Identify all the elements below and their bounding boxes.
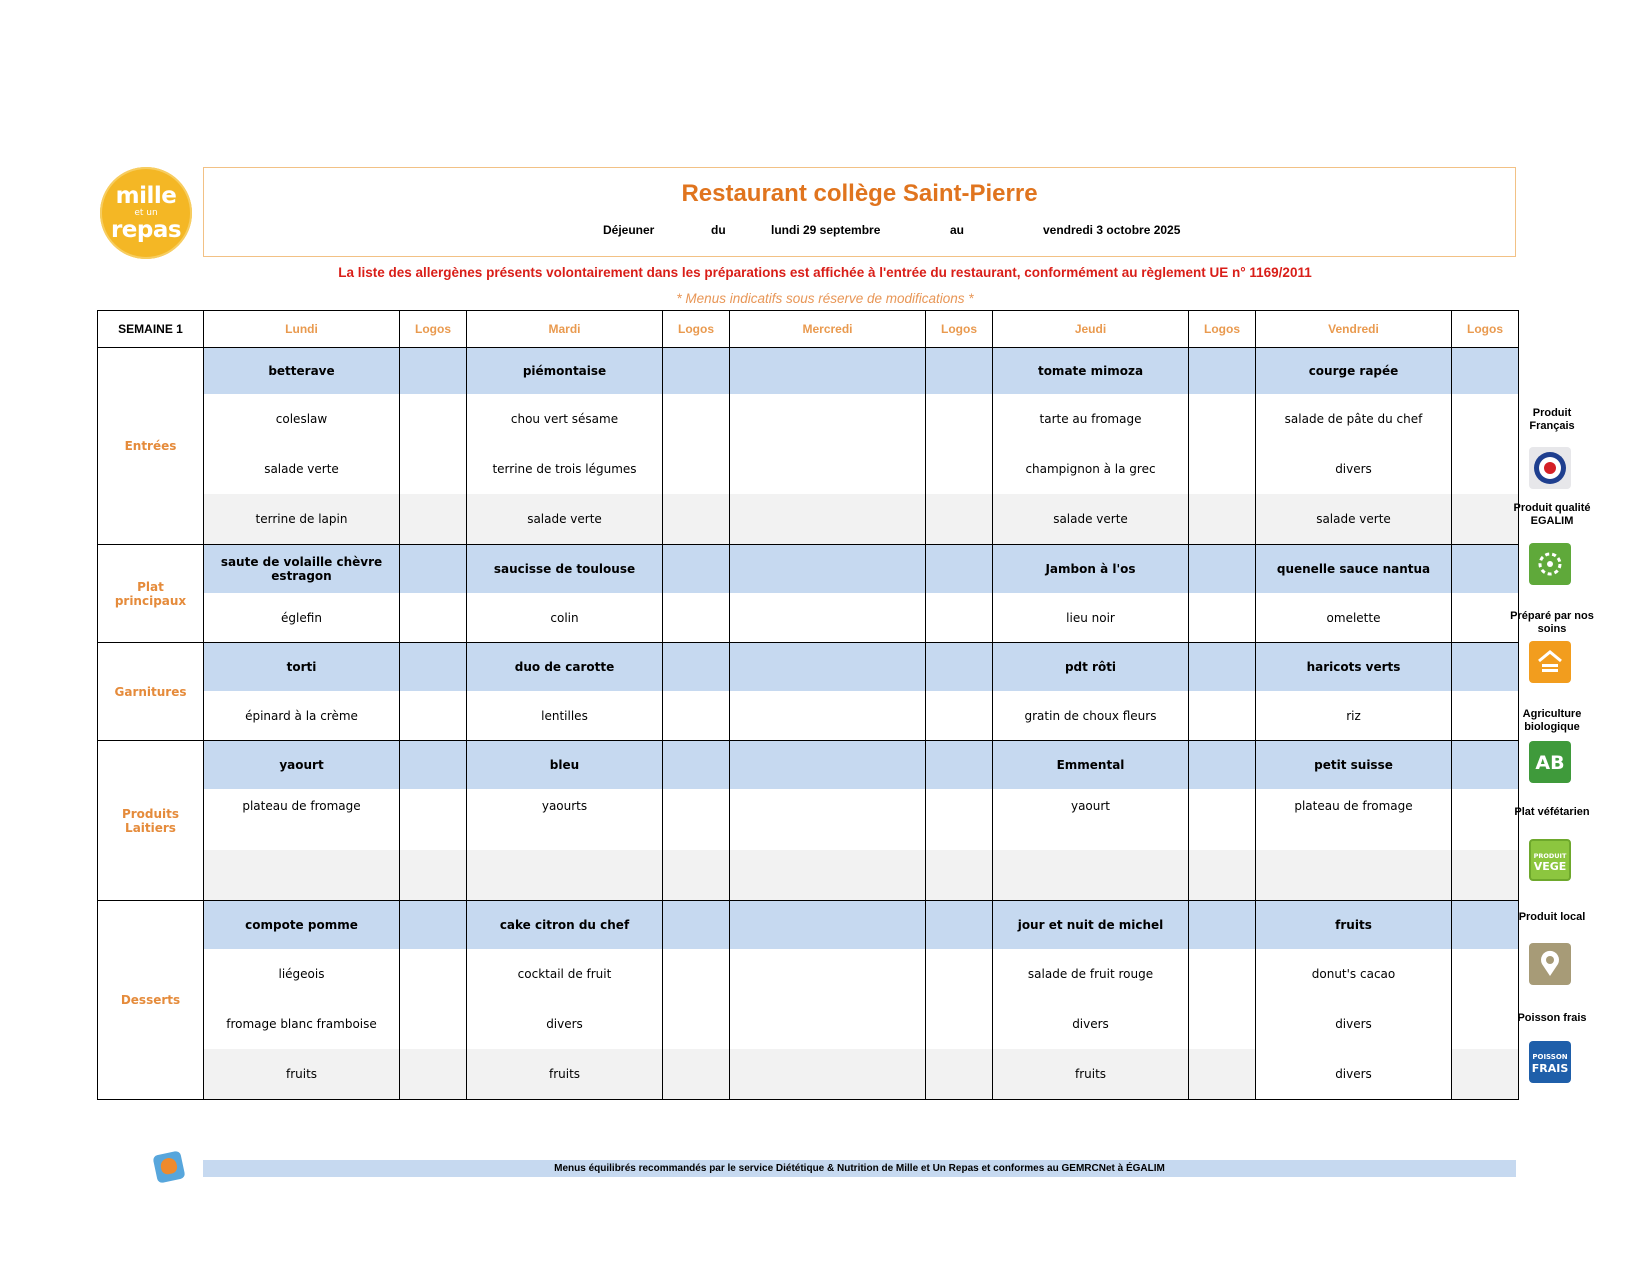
- dish-cell: [730, 999, 926, 1049]
- logos-cell: [926, 643, 993, 692]
- table-row: [98, 394, 1519, 444]
- logos-cell: [1189, 444, 1256, 494]
- legend-label-fish: Poisson frais: [1517, 1012, 1587, 1024]
- logos-cell: [663, 643, 730, 692]
- logos-cell: [1189, 789, 1256, 850]
- legend-label-french: Produit Français: [1529, 407, 1575, 432]
- logos-cell: [400, 394, 467, 444]
- table-row: [98, 1049, 1519, 1100]
- dish-cell: [730, 691, 926, 741]
- logos-cell: [400, 593, 467, 643]
- logos-cell: [926, 691, 993, 741]
- day-header-jeudi: Jeudi: [993, 311, 1189, 348]
- logos-cell: [926, 850, 993, 901]
- dish-cell: [730, 901, 926, 950]
- logos-cell: [663, 494, 730, 545]
- dish-cell: coleslaw: [204, 394, 400, 444]
- logos-cell: [926, 494, 993, 545]
- table-row: [98, 741, 1519, 790]
- table-row: [98, 901, 1519, 950]
- dish-cell: [730, 348, 926, 395]
- table-row: [98, 643, 1519, 692]
- dish-cell: salade verte: [204, 444, 400, 494]
- dish-cell: petit suisse: [1256, 741, 1452, 790]
- table-row: [98, 545, 1519, 594]
- logos-header: Logos: [400, 311, 467, 348]
- svg-text:POISSON: POISSON: [1532, 1053, 1568, 1061]
- logos-header: Logos: [663, 311, 730, 348]
- dish-cell: cocktail de fruit: [467, 949, 663, 999]
- logos-cell: [1189, 593, 1256, 643]
- logos-cell: [663, 741, 730, 790]
- logos-cell: [663, 949, 730, 999]
- logos-cell: [400, 901, 467, 950]
- logos-cell: [1452, 348, 1519, 395]
- table-row: [98, 949, 1519, 999]
- start-date: lundi 29 septembre: [771, 223, 881, 237]
- allergen-notice: La liste des allergènes présents volontairement dans les préparations est affichée à l'entrée du restaurant, conformément au règlement UE n° 1169/2011: [338, 265, 1312, 280]
- dish-cell: églefin: [204, 593, 400, 643]
- logo-line-1: mille: [115, 182, 177, 209]
- table-header-row: [98, 311, 1519, 348]
- logo-line-3: repas: [110, 216, 182, 243]
- logos-cell: [1452, 850, 1519, 901]
- dish-cell: jour et nuit de michel: [993, 901, 1189, 950]
- logos-cell: [926, 901, 993, 950]
- logos-cell: [1189, 394, 1256, 444]
- dish-cell: pdt rôti: [993, 643, 1189, 692]
- dish-cell: [730, 850, 926, 901]
- page-title: Restaurant collège Saint-Pierre: [681, 180, 1038, 207]
- logos-cell: [400, 494, 467, 545]
- dish-cell: cake citron du chef: [467, 901, 663, 950]
- dish-cell: divers: [1256, 1049, 1452, 1100]
- day-header-mardi: Mardi: [467, 311, 663, 348]
- logos-cell: [1452, 444, 1519, 494]
- dish-cell: plateau de fromage: [204, 789, 400, 850]
- dish-cell: fruits: [993, 1049, 1189, 1100]
- dish-cell: divers: [1256, 999, 1452, 1049]
- dish-cell: compote pomme: [204, 901, 400, 950]
- logos-cell: [926, 545, 993, 594]
- logos-cell: [926, 789, 993, 850]
- logos-cell: [1189, 1049, 1256, 1100]
- dish-cell: [730, 789, 926, 850]
- logos-cell: [1452, 741, 1519, 790]
- dish-cell: tomate mimoza: [993, 348, 1189, 395]
- day-header-lundi: Lundi: [204, 311, 400, 348]
- dish-cell: lentilles: [467, 691, 663, 741]
- dish-cell: épinard à la crème: [204, 691, 400, 741]
- dish-cell: divers: [993, 999, 1189, 1049]
- logos-cell: [663, 348, 730, 395]
- dish-cell: plateau de fromage: [1256, 789, 1452, 850]
- logos-cell: [663, 850, 730, 901]
- logos-cell: [926, 741, 993, 790]
- dish-cell: terrine de trois légumes: [467, 444, 663, 494]
- dish-cell: [730, 1049, 926, 1100]
- week-label: SEMAINE 1: [98, 311, 204, 348]
- day-header-mercredi: Mercredi: [730, 311, 926, 348]
- logos-cell: [926, 593, 993, 643]
- dish-cell: [730, 444, 926, 494]
- logos-cell: [663, 999, 730, 1049]
- table-row: [98, 593, 1519, 643]
- table-row: [98, 494, 1519, 545]
- dish-cell: [1256, 850, 1452, 901]
- dish-cell: [730, 643, 926, 692]
- logos-cell: [1452, 901, 1519, 950]
- category-label: Plat principaux: [98, 545, 204, 643]
- dish-cell: liégeois: [204, 949, 400, 999]
- legend-label-organic: Agriculture biologique: [1522, 708, 1582, 733]
- organic-ab-icon: [1529, 741, 1571, 783]
- svg-text:FRAIS: FRAIS: [1531, 1062, 1569, 1075]
- dish-cell: salade de fruit rouge: [993, 949, 1189, 999]
- table-row: [98, 348, 1519, 395]
- category-label: Garnitures: [98, 643, 204, 741]
- dish-cell: salade verte: [993, 494, 1189, 545]
- dish-cell: lieu noir: [993, 593, 1189, 643]
- logos-cell: [926, 949, 993, 999]
- logos-header: Logos: [1189, 311, 1256, 348]
- dish-cell: [730, 593, 926, 643]
- logos-cell: [1452, 545, 1519, 594]
- dish-cell: donut's cacao: [1256, 949, 1452, 999]
- table-row: [98, 850, 1519, 901]
- dish-cell: colin: [467, 593, 663, 643]
- legend-label-egalim: Produit qualité EGALIM: [1513, 502, 1591, 527]
- logos-cell: [1189, 850, 1256, 901]
- dish-cell: bleu: [467, 741, 663, 790]
- dish-cell: fromage blanc framboise: [204, 999, 400, 1049]
- meal-label: Déjeuner: [603, 223, 655, 237]
- dish-cell: riz: [1256, 691, 1452, 741]
- logos-cell: [400, 949, 467, 999]
- logos-cell: [1189, 999, 1256, 1049]
- dish-cell: [730, 741, 926, 790]
- dish-cell: Emmental: [993, 741, 1189, 790]
- logos-cell: [663, 691, 730, 741]
- svg-text:VEGE: VEGE: [1533, 860, 1567, 873]
- dish-cell: [467, 850, 663, 901]
- dish-cell: Jambon à l'os: [993, 545, 1189, 594]
- logos-cell: [926, 1049, 993, 1100]
- logos-cell: [1452, 949, 1519, 999]
- dish-cell: haricots verts: [1256, 643, 1452, 692]
- logos-cell: [1452, 1049, 1519, 1100]
- logos-cell: [400, 999, 467, 1049]
- logos-cell: [1189, 949, 1256, 999]
- logos-cell: [1452, 789, 1519, 850]
- logos-cell: [926, 444, 993, 494]
- menu-grid: [97, 310, 1519, 1100]
- dish-cell: piémontaise: [467, 348, 663, 395]
- logos-cell: [663, 394, 730, 444]
- logo-line-2: et un: [134, 207, 158, 218]
- dish-cell: chou vert sésame: [467, 394, 663, 444]
- mille-et-un-repas-logo: [100, 167, 192, 259]
- logos-cell: [1189, 741, 1256, 790]
- dish-cell: terrine de lapin: [204, 494, 400, 545]
- dish-cell: gratin de choux fleurs: [993, 691, 1189, 741]
- date-to-label: au: [950, 223, 965, 237]
- logos-header: Logos: [926, 311, 993, 348]
- logos-cell: [663, 789, 730, 850]
- dish-cell: divers: [1256, 444, 1452, 494]
- logos-cell: [1452, 643, 1519, 692]
- table-row: [98, 999, 1519, 1049]
- logos-cell: [400, 691, 467, 741]
- menu-body: [98, 348, 1519, 1100]
- logos-cell: [400, 789, 467, 850]
- day-header-vendredi: Vendredi: [1256, 311, 1452, 348]
- logos-cell: [663, 545, 730, 594]
- dish-cell: tarte au fromage: [993, 394, 1189, 444]
- logos-cell: [663, 901, 730, 950]
- french-product-icon: [1529, 447, 1571, 489]
- logos-cell: [926, 999, 993, 1049]
- dish-cell: salade de pâte du chef: [1256, 394, 1452, 444]
- logos-cell: [400, 545, 467, 594]
- legend-label-local: Produit local: [1518, 911, 1586, 923]
- fresh-fish-icon: [1529, 1041, 1571, 1083]
- logos-cell: [663, 1049, 730, 1100]
- logos-cell: [663, 444, 730, 494]
- dish-cell: quenelle sauce nantua: [1256, 545, 1452, 594]
- dish-cell: torti: [204, 643, 400, 692]
- dish-cell: omelette: [1256, 593, 1452, 643]
- logos-header: Logos: [1452, 311, 1519, 348]
- dish-cell: yaourt: [993, 789, 1189, 850]
- logos-cell: [1189, 901, 1256, 950]
- dish-cell: saucisse de toulouse: [467, 545, 663, 594]
- logos-cell: [400, 643, 467, 692]
- homemade-icon: [1529, 641, 1571, 683]
- dish-cell: [204, 850, 400, 901]
- logos-cell: [1189, 643, 1256, 692]
- logos-cell: [1189, 348, 1256, 395]
- legend-label-homemade: Préparé par nos soins: [1510, 610, 1594, 635]
- weekly-menu-table: [97, 310, 1519, 1100]
- dish-cell: salade verte: [1256, 494, 1452, 545]
- end-date: vendredi 3 octobre 2025: [1043, 223, 1181, 237]
- date-from-label: du: [711, 223, 726, 237]
- dish-cell: saute de volaille chèvre estragon: [204, 545, 400, 594]
- vegetarian-icon-text: PRODUIT: [1533, 852, 1567, 860]
- logos-cell: [400, 348, 467, 395]
- legend-label-vegetarian: Plat véfétarien: [1514, 806, 1590, 818]
- dish-cell: [730, 494, 926, 545]
- category-label: Produits Laitiers: [98, 741, 204, 901]
- dish-cell: champignon à la grec: [993, 444, 1189, 494]
- dish-cell: yaourts: [467, 789, 663, 850]
- table-row: [98, 789, 1519, 850]
- logos-cell: [1189, 494, 1256, 545]
- mascot-icon: [152, 1150, 185, 1183]
- logos-cell: [400, 444, 467, 494]
- menus-indicative-note: * Menus indicatifs sous réserve de modifications *: [676, 291, 974, 306]
- logos-cell: [926, 348, 993, 395]
- category-label: Entrées: [98, 348, 204, 545]
- dish-cell: betterave: [204, 348, 400, 395]
- dish-cell: [730, 545, 926, 594]
- logos-cell: [400, 1049, 467, 1100]
- category-label: Desserts: [98, 901, 204, 1100]
- dish-cell: courge rapée: [1256, 348, 1452, 395]
- local-pin-icon: [1529, 943, 1571, 985]
- egalim-quality-icon: [1529, 543, 1571, 585]
- svg-text:AB: AB: [1535, 752, 1565, 774]
- table-row: [98, 444, 1519, 494]
- dish-cell: fruits: [1256, 901, 1452, 950]
- footer-note: Menus équilibrés recommandés par le service Diététique & Nutrition de Mille et Un Repas et conformes au GEMRCNet à ÉGALIM: [203, 1160, 1516, 1177]
- table-row: [98, 691, 1519, 741]
- vegetarian-icon: [1529, 839, 1571, 881]
- logos-cell: [400, 850, 467, 901]
- logos-cell: [1189, 691, 1256, 741]
- dish-cell: salade verte: [467, 494, 663, 545]
- dish-cell: [730, 949, 926, 999]
- dish-cell: duo de carotte: [467, 643, 663, 692]
- logos-cell: [663, 593, 730, 643]
- logos-cell: [400, 741, 467, 790]
- logos-cell: [1189, 545, 1256, 594]
- dish-cell: yaourt: [204, 741, 400, 790]
- dish-cell: fruits: [467, 1049, 663, 1100]
- dish-cell: [730, 394, 926, 444]
- dish-cell: fruits: [204, 1049, 400, 1100]
- dish-cell: divers: [467, 999, 663, 1049]
- dish-cell: [993, 850, 1189, 901]
- logos-cell: [926, 394, 993, 444]
